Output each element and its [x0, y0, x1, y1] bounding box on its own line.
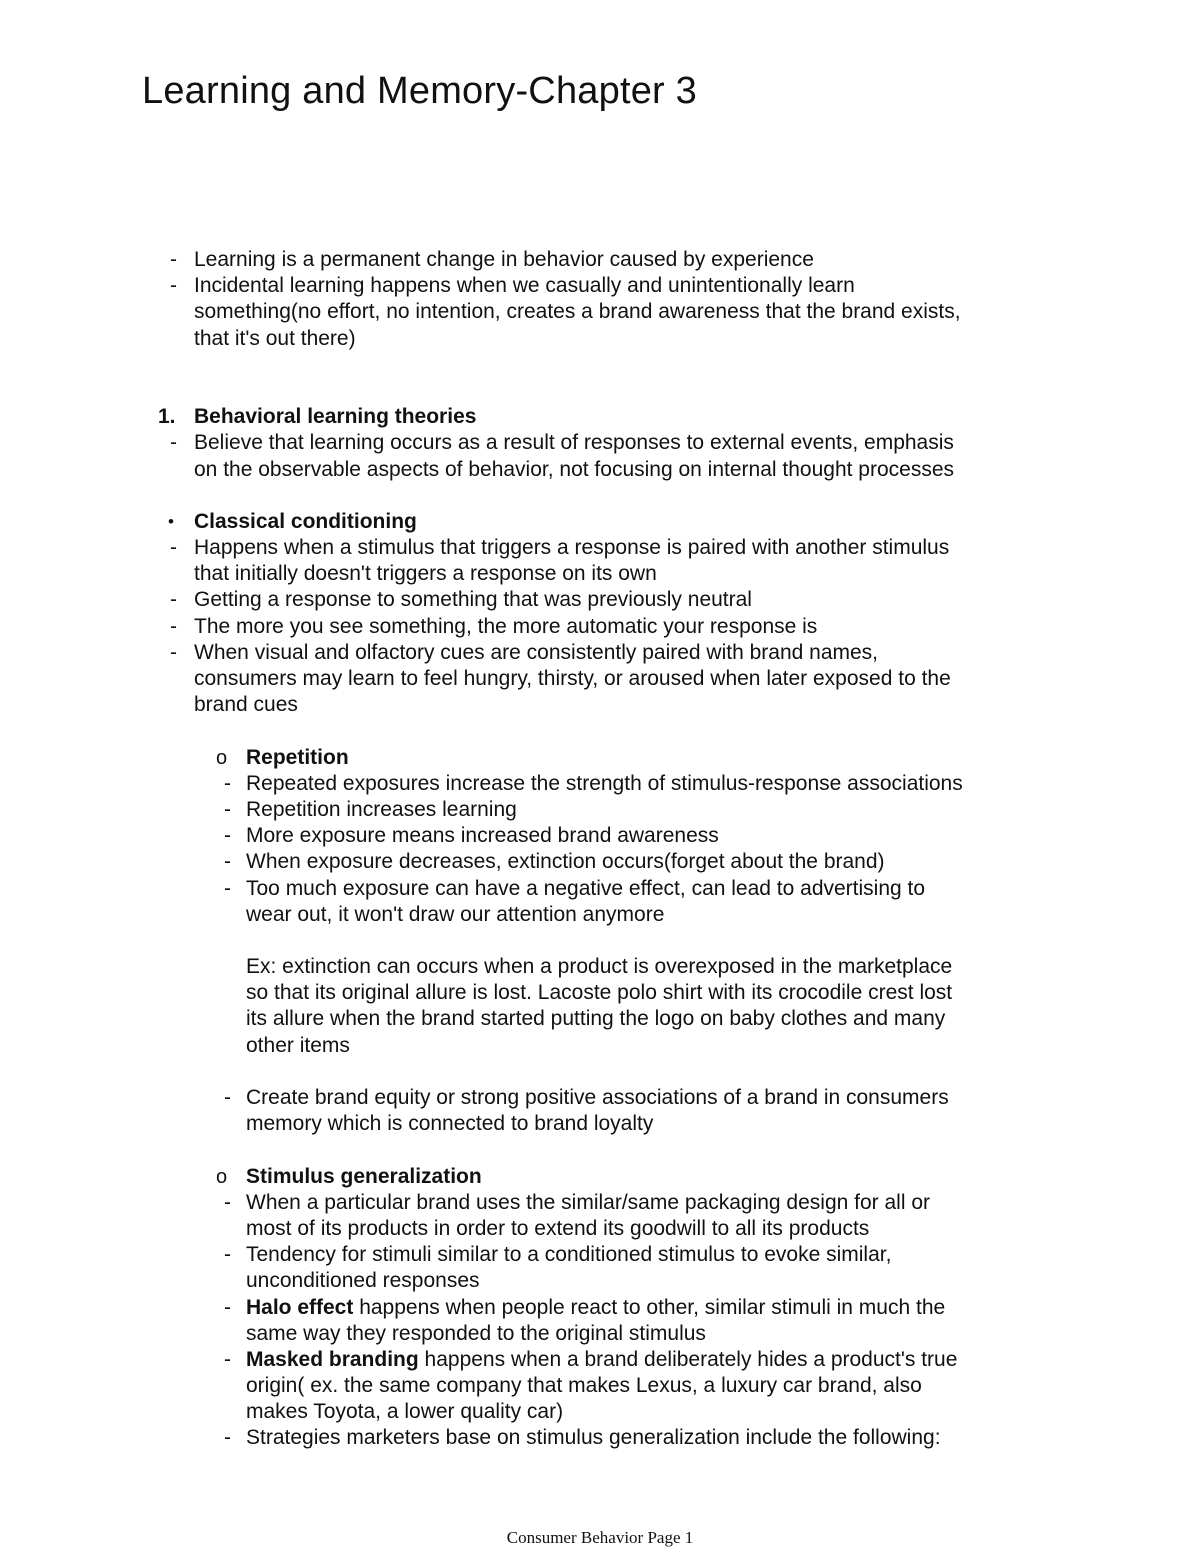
list-item-text: Happens when a stimulus that triggers a response is paired with another stimulus	[194, 536, 950, 560]
list-item	[0, 1085, 1200, 1111]
example-paragraph	[0, 980, 1200, 1006]
list-item-continuation	[0, 902, 1200, 928]
list-item-continuation	[0, 1268, 1200, 1294]
list-item	[0, 1425, 1200, 1451]
subsection-heading	[0, 745, 1200, 771]
bullet-icon: •	[168, 511, 174, 531]
list-item	[0, 771, 1200, 797]
dash-marker: -	[224, 1243, 231, 1267]
dash-marker: -	[224, 1086, 231, 1109]
dash-marker: -	[170, 614, 177, 638]
list-item-continuation	[0, 326, 1200, 352]
list-item-text: When exposure decreases, extinction occurs(forget about the brand)	[246, 850, 885, 874]
masked-branding-term: Masked branding	[246, 1347, 419, 1371]
dash-marker: -	[224, 1295, 231, 1319]
list-item-text: same way they responded to the original stimulus	[246, 1321, 706, 1345]
list-item-continuation	[0, 1111, 1200, 1137]
list-item-continuation	[0, 457, 1200, 483]
list-item	[0, 273, 1200, 299]
dash-marker: -	[224, 1426, 231, 1450]
dash-marker: -	[224, 797, 231, 821]
list-item	[0, 876, 1200, 902]
subsection-heading-text: Repetition	[246, 745, 349, 769]
list-item-text: on the observable aspects of behavior, not focusing on internal thought processes	[194, 457, 954, 481]
list-item-text: Strategies marketers base on stimulus generalization include the following:	[246, 1426, 941, 1450]
list-item-text: Too much exposure can have a negative effect, can lead to advertising to	[246, 876, 926, 900]
dash-marker: -	[170, 431, 177, 455]
list-item-text: consumers may learn to feel hungry, thirsty, or aroused when later exposed to the	[194, 667, 951, 690]
example-paragraph	[0, 1006, 1200, 1032]
section-number: 1.	[158, 405, 176, 429]
list-item-continuation	[0, 1321, 1200, 1347]
list-item-continuation	[0, 299, 1200, 325]
subsection-heading-text: Classical conditioning	[194, 509, 417, 533]
section-heading	[0, 404, 1200, 430]
example-paragraph	[0, 954, 1200, 980]
list-item-continuation	[0, 1373, 1200, 1399]
list-item	[0, 430, 1200, 456]
dash-marker: -	[224, 1347, 231, 1371]
list-item-continuation	[0, 561, 1200, 587]
list-item	[0, 535, 1200, 561]
dash-marker: -	[224, 1190, 231, 1214]
list-item-text: brand cues	[194, 693, 298, 717]
list-item-text: most of its products in order to extend its goodwill to all its products	[246, 1216, 870, 1240]
list-item	[0, 614, 1200, 640]
list-item-text: Tendency for stimuli similar to a conditioned stimulus to evoke similar,	[246, 1243, 892, 1267]
dash-marker: -	[170, 248, 177, 271]
subsection-heading-text: Stimulus generalization	[246, 1164, 482, 1188]
list-item-text: origin( ex. the same company that makes Lexus, a luxury car brand, also	[246, 1374, 922, 1398]
list-item-text: Learning is a permanent change in behavior caused by experience	[194, 248, 814, 271]
list-item	[0, 1347, 1200, 1373]
list-item-continuation	[0, 666, 1200, 692]
list-item	[0, 797, 1200, 823]
subsection-heading	[0, 509, 1200, 535]
page-footer: Consumer Behavior Page 1	[506, 1528, 694, 1547]
list-item	[0, 849, 1200, 875]
example-text: other items	[246, 1033, 350, 1057]
page-title: Learning and Memory-Chapter 3	[142, 70, 697, 112]
list-item-continuation	[0, 692, 1200, 718]
example-text: Ex: extinction can occurs when a product is overexposed in the marketplace	[246, 955, 953, 979]
dash-marker: -	[224, 771, 231, 795]
list-item	[0, 823, 1200, 849]
list-item-text: The more you see something, the more automatic your response is	[194, 614, 818, 638]
halo-effect-term: Halo effect	[246, 1295, 354, 1319]
dash-marker: -	[170, 274, 177, 298]
dash-marker: -	[170, 536, 177, 560]
list-item-text: something(no effort, no intention, creates a brand awareness that the brand exists,	[194, 300, 961, 324]
list-item-text: wear out, it won't draw our attention anymore	[246, 902, 665, 926]
list-item-text: When a particular brand uses the similar/same packaging design for all or	[246, 1190, 931, 1214]
circle-bullet-icon: o	[216, 1165, 228, 1188]
list-item-text: Repeated exposures increase the strength of stimulus-response associations	[246, 771, 963, 795]
example-text: its allure when the brand started putting the logo on baby clothes and many	[246, 1007, 946, 1031]
list-item-text: More exposure means increased brand awareness	[246, 824, 719, 848]
list-item-text: makes Toyota, a lower quality car)	[246, 1400, 564, 1424]
list-item-text: Create brand equity or strong positive associations of a brand in consumers	[246, 1086, 949, 1109]
example-paragraph	[0, 1033, 1200, 1059]
list-item-text: that initially doesn't triggers a response on its own	[194, 562, 657, 586]
list-item-text: Getting a response to something that was previously neutral	[194, 588, 752, 612]
subsection-heading	[0, 1164, 1200, 1190]
list-item-text	[246, 1347, 957, 1373]
section-heading-text: Behavioral learning theories	[194, 405, 477, 429]
list-item-text	[246, 1295, 945, 1321]
list-item-text: memory which is connected to brand loyalty	[246, 1112, 654, 1136]
list-item-text: that it's out there)	[194, 326, 356, 350]
dash-marker: -	[224, 824, 231, 848]
list-item	[0, 1295, 1200, 1321]
list-item	[0, 587, 1200, 613]
dash-marker: -	[170, 640, 177, 664]
document-body	[0, 247, 1200, 1452]
list-item-text: Repetition increases learning	[246, 797, 517, 821]
dash-marker: -	[170, 588, 177, 612]
list-item	[0, 247, 1200, 273]
dash-marker: -	[224, 876, 231, 900]
list-item-continuation	[0, 1399, 1200, 1425]
list-item-text: When visual and olfactory cues are consistently paired with brand names,	[194, 640, 879, 664]
example-text: so that its original allure is lost. Lacoste polo shirt with its crocodile crest lost	[246, 981, 953, 1005]
halo-effect-text: happens when people react to other, similar stimuli in much the	[353, 1295, 946, 1319]
list-item	[0, 1190, 1200, 1216]
circle-bullet-icon: o	[216, 746, 228, 769]
list-item-text: Believe that learning occurs as a result of responses to external events, emphasis	[194, 431, 954, 455]
list-item	[0, 640, 1200, 666]
list-item-continuation	[0, 1216, 1200, 1242]
list-item	[0, 1242, 1200, 1268]
list-item-text: unconditioned responses	[246, 1269, 480, 1293]
list-item-text: Incidental learning happens when we casually and unintentionally learn	[194, 274, 855, 298]
masked-branding-text: happens when a brand deliberately hides a product's true	[418, 1347, 958, 1371]
dash-marker: -	[224, 850, 231, 874]
